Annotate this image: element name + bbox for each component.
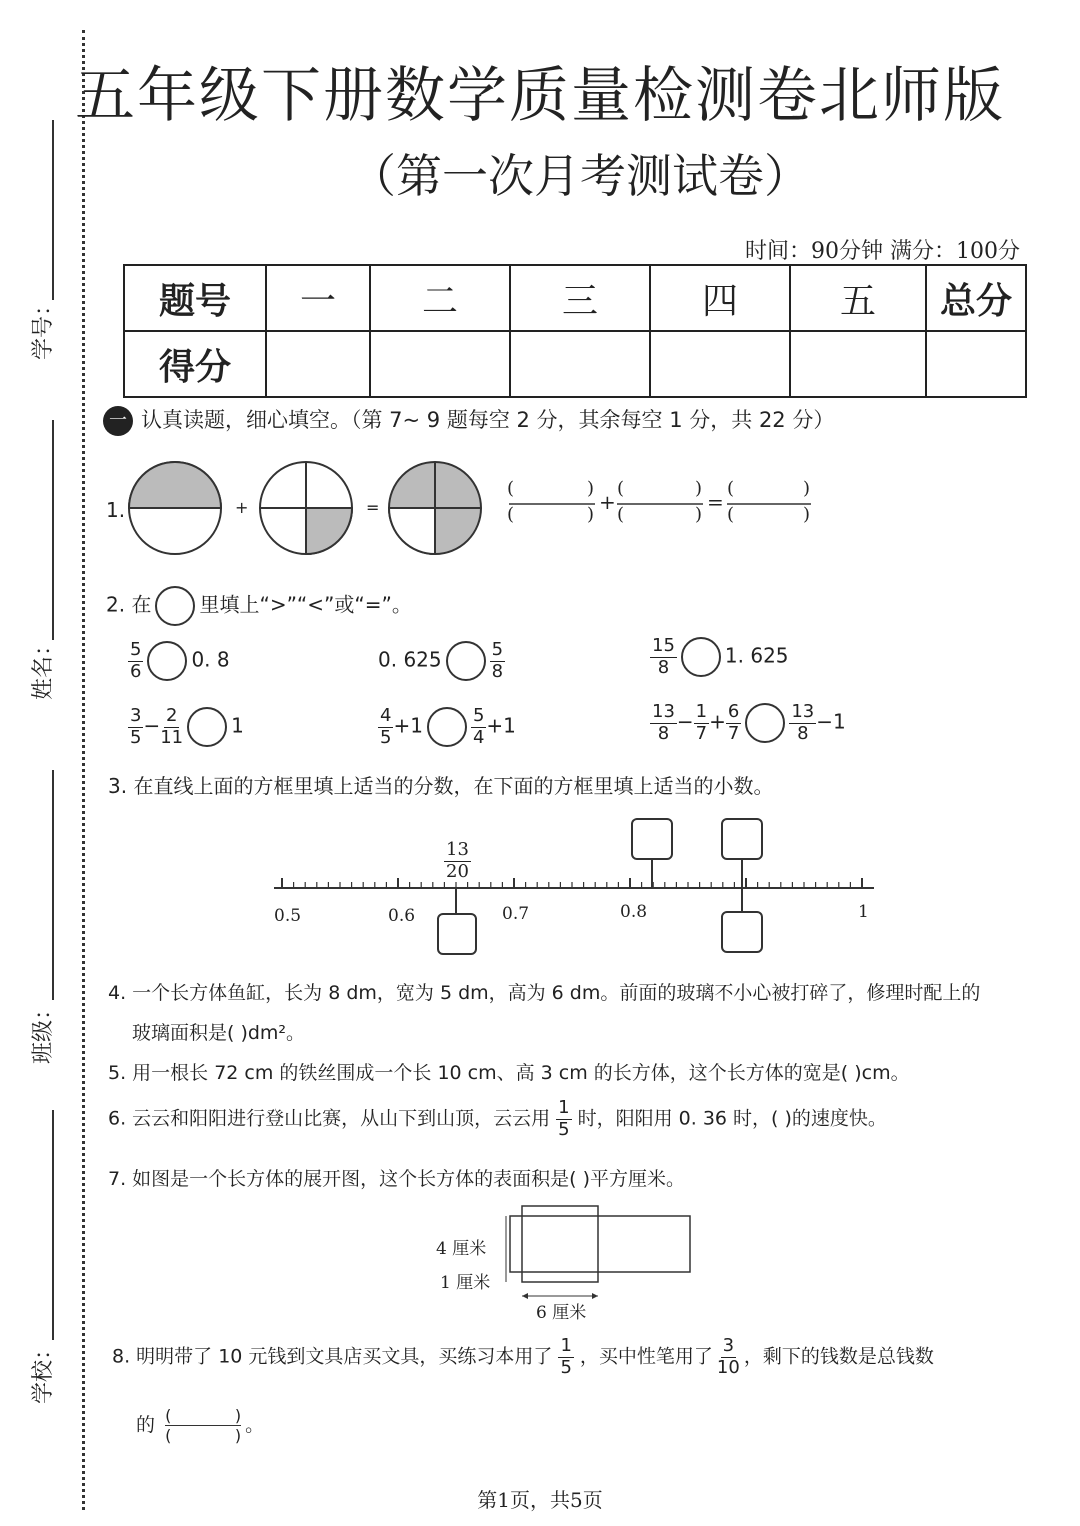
compare-circle[interactable] [187, 707, 227, 747]
page-subtitle: （第一次月考测试卷） [350, 149, 810, 203]
net-label-length: 6 厘米 [536, 1303, 587, 1323]
table-cell: 三 [510, 265, 650, 331]
school-line [52, 1110, 54, 1340]
q1-fraction-lines [505, 478, 815, 528]
q3-fraction-label: $\frac{13}{20}$ [446, 839, 469, 882]
table-cell: 得分 [124, 331, 266, 397]
page-title: 五年级下册数学质量检测卷北师版 [75, 61, 1005, 131]
page-footer: 第1页，共5页 [477, 1488, 603, 1512]
compare-circle[interactable] [147, 641, 187, 681]
q7-net-figure [498, 1204, 698, 1314]
section-title: 认真读题，细心填空。（第 7~ 9 题每空 2 分，其余每空 1 分，共 22 分） [141, 408, 835, 432]
binding-dotted-line [82, 30, 85, 1510]
score-table-header-row [124, 265, 1026, 331]
table-cell: 五 [790, 265, 926, 331]
tick-label: 0.7 [502, 904, 530, 924]
tick-label: 0.6 [388, 906, 416, 926]
q8-line2: 的 ( ) ( ) 。 [136, 1406, 265, 1446]
score-input-cell[interactable] [510, 331, 650, 397]
name-line [52, 420, 54, 640]
q2-item-2: 0. 625 $\frac{5}{8}$ [378, 639, 504, 682]
score-table [123, 264, 1027, 398]
q3-prompt: 3. 在直线上面的方框里填上适当的分数，在下面的方框里填上适当的小数。 [108, 774, 774, 798]
q2-item-1: $\frac{5}{6}$ 0. 8 [130, 639, 230, 682]
table-cell: 一 [266, 265, 370, 331]
compare-circle[interactable] [446, 641, 486, 681]
q7-text: 7. 如图是一个长方体的展开图，这个长方体的表面积是( )平方厘米。 [108, 1168, 686, 1190]
q4-line2: 玻璃面积是( )dm²。 [132, 1022, 306, 1044]
class-line [52, 770, 54, 1000]
score-table-score-row [124, 331, 1026, 397]
q2-item-3: $\frac{15}{8}$ 1. 625 [652, 635, 789, 678]
q4-line1: 4. 一个长方体鱼缸，长为 8 dm，宽为 5 dm，高为 6 dm。前面的玻璃不小心被打碎了，修理时配上的 [108, 982, 981, 1004]
q5-text: 5. 用一根长 72 cm 的铁丝围成一个长 10 cm、高 3 cm 的长方体，这个长方体的宽是( )cm。 [108, 1062, 910, 1084]
q6-text: 6. 云云和阳阳进行登山比赛，从山下到山顶，云云用 $\frac{1}{5}$ 时，阳阳用 0. 36 时，( )的速度快。 [108, 1097, 887, 1140]
q3-number-line [270, 816, 890, 960]
section-number: 一 [103, 406, 133, 436]
q1-equals: = [366, 498, 380, 517]
score-input-cell[interactable] [370, 331, 510, 397]
time-info: 时间：90分钟 满分：100分 [745, 239, 1020, 264]
tick-label: 0.8 [620, 902, 648, 922]
compare-circle[interactable] [681, 637, 721, 677]
q1-plus: + [235, 498, 249, 517]
compare-circle[interactable] [427, 707, 467, 747]
compare-circle[interactable] [745, 703, 785, 743]
student-id-label: 学号： [31, 293, 56, 360]
table-cell: 四 [650, 265, 790, 331]
table-cell: 题号 [124, 265, 266, 331]
tick-label: 1 [858, 902, 869, 922]
section-heading [103, 404, 834, 436]
name-label: 姓名： [31, 633, 56, 700]
tick-label: 0.5 [274, 906, 302, 926]
q2-item-5: $\frac{4}{5}$ +1 $\frac{5}{4}$ +1 [380, 705, 516, 748]
q1-number: 1. [106, 498, 126, 522]
q1-circles-figure [126, 460, 486, 560]
net-label-width: 1 厘米 [440, 1273, 491, 1293]
score-input-cell[interactable] [790, 331, 926, 397]
net-label-height: 4 厘米 [436, 1239, 487, 1259]
score-input-cell[interactable] [266, 331, 370, 397]
school-label: 学校： [31, 1337, 56, 1404]
q1-answer-formula[interactable]: ( ) ( ) + ( ) ( ) = ( ) ( ) [505, 478, 815, 528]
q2-item-6: $\frac{13}{8}$ − $\frac{1}{7}$ + $\frac{6}{7}$ $\frac{13}{8}$ −1 [652, 701, 846, 744]
compare-circle-sample [155, 586, 195, 626]
table-cell: 二 [370, 265, 510, 331]
score-input-cell[interactable] [650, 331, 790, 397]
number-line-ticks [282, 878, 862, 888]
score-input-cell[interactable] [926, 331, 1026, 397]
q8-answer-fraction[interactable]: ( ) ( ) [165, 1406, 242, 1446]
class-label: 班级： [31, 997, 56, 1064]
q2-item-4: $\frac{3}{5}$ − $\frac{2}{11}$ 1 [130, 705, 244, 748]
table-cell: 总分 [926, 265, 1026, 331]
q2-prompt: 2. 在 里填上“>”“<”或“=”。 [106, 586, 412, 626]
q8-text: 8. 明明带了 10 元钱到文具店买文具，买练习本用了 $\frac{1}{5}$ ，买中性笔用了 $\frac{3}{10}$ ，剩下的钱数是总钱数 [112, 1335, 934, 1378]
